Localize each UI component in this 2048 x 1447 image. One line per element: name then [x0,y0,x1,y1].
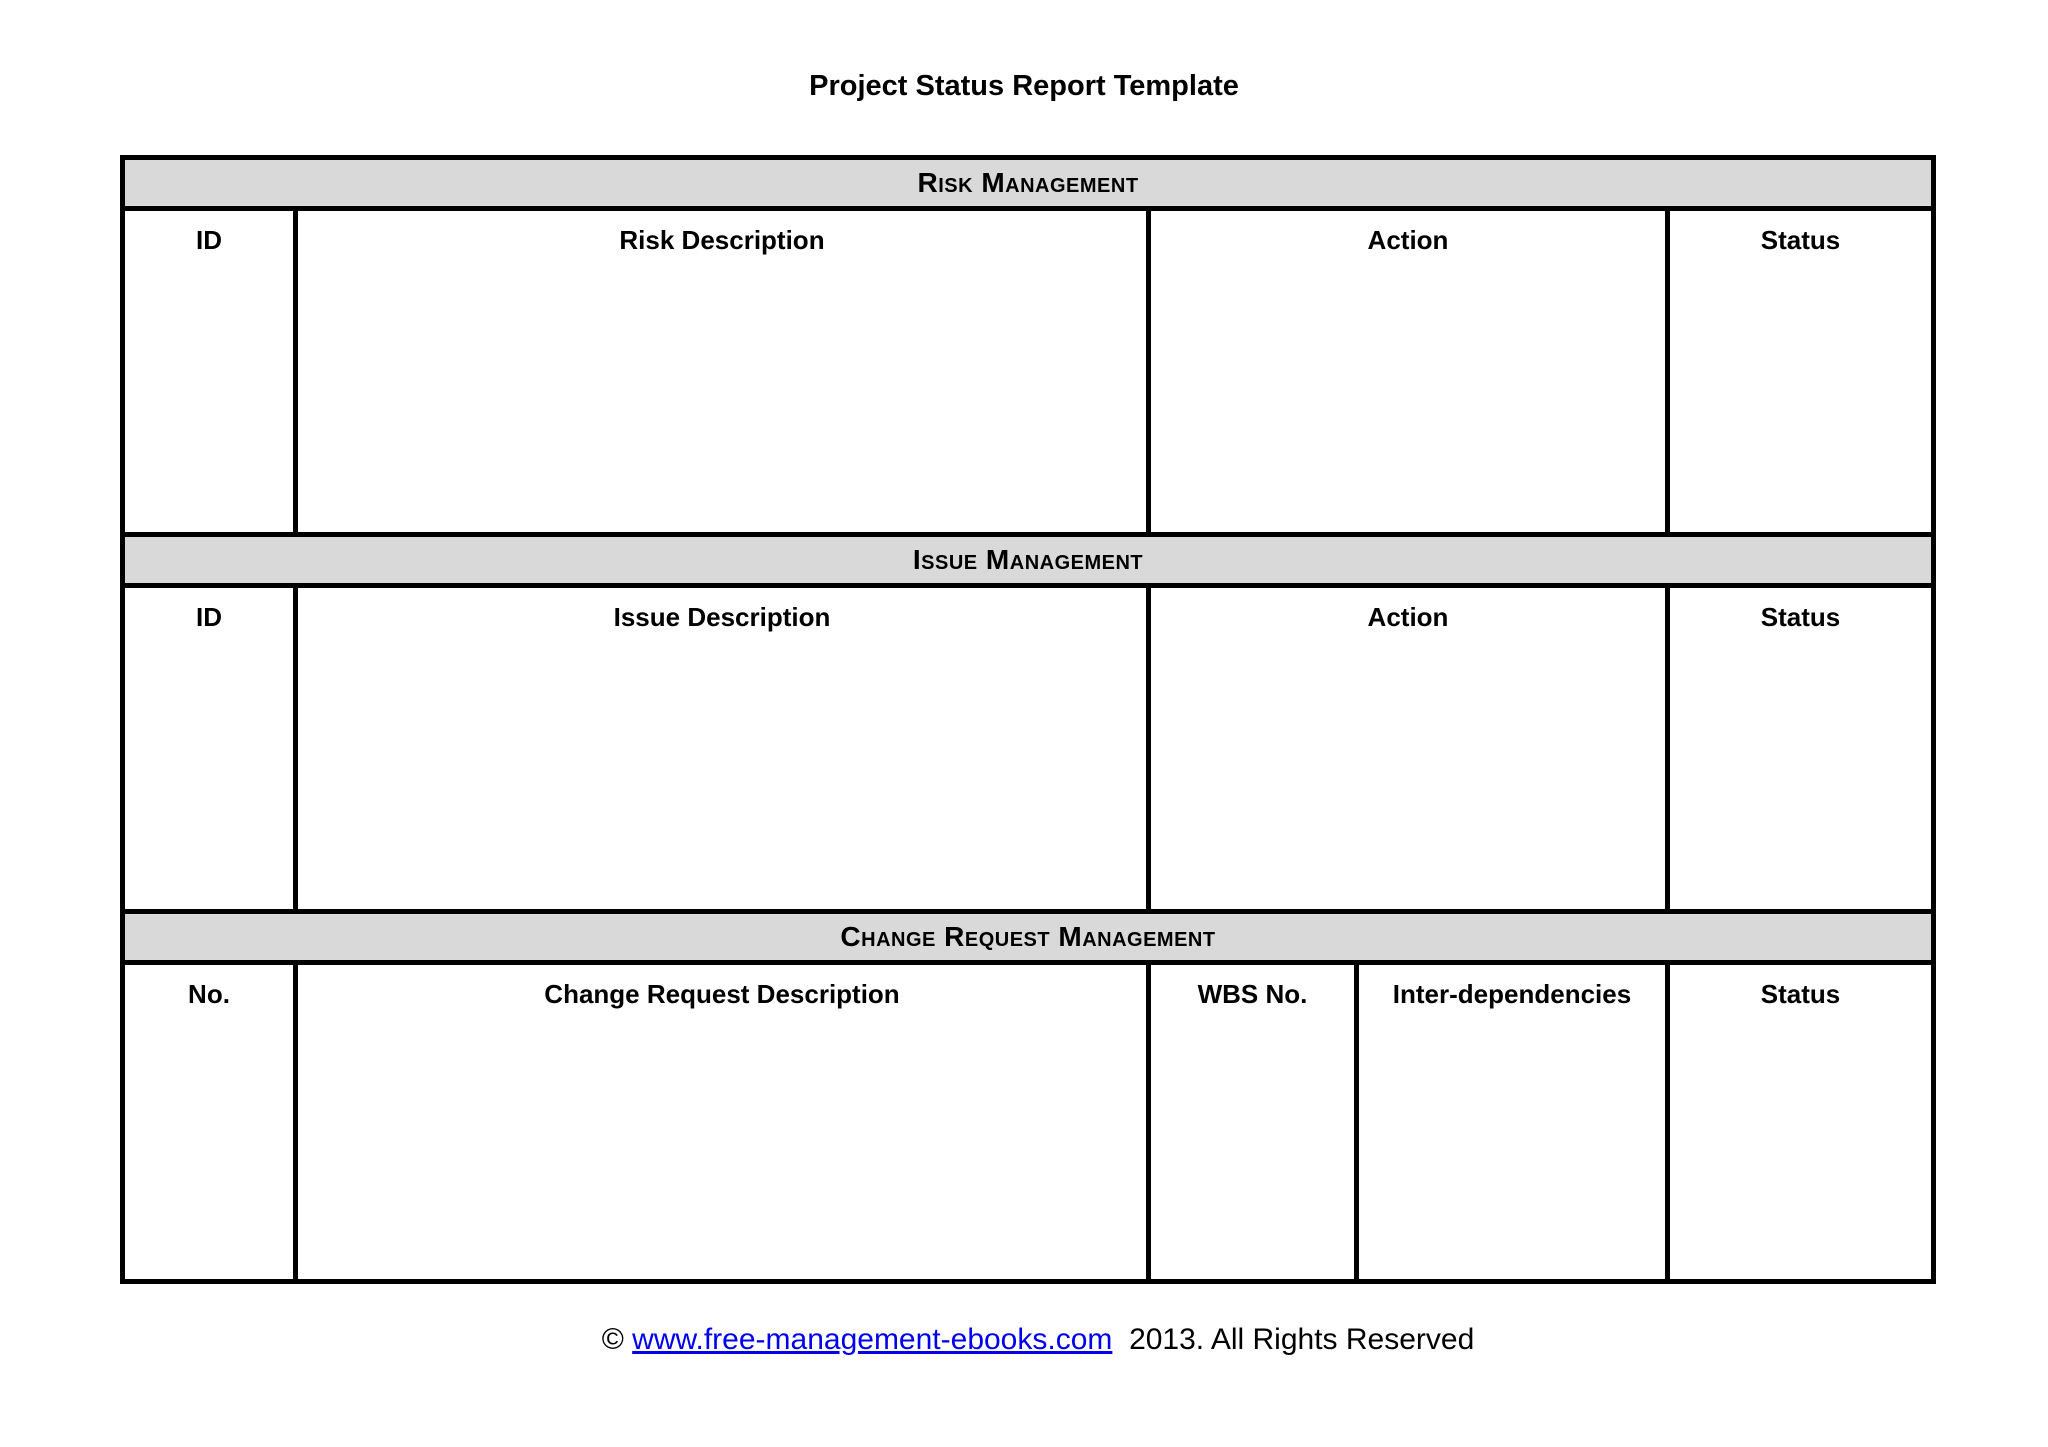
issue-action-header: Action [1149,586,1668,912]
status-report-table [120,155,1936,1284]
risk-section-header-row [123,158,1934,209]
document-title: Project Status Report Template [809,70,1239,102]
risk-id-header: ID [123,209,296,535]
issue-description-header: Issue Description [296,586,1149,912]
issue-status-header: Status [1668,586,1934,912]
footer [0,1320,2048,1360]
risk-table-row [123,209,1934,535]
issue-section-header-row [123,535,1934,586]
issue-id-header: ID [123,586,296,912]
risk-section-title: Risk Management [123,158,1934,209]
change-wbs-header: WBS No. [1149,963,1357,1282]
change-section-header-row [123,912,1934,963]
change-no-header: No. [123,963,296,1282]
risk-description-header: Risk Description [296,209,1149,535]
change-status-header: Status [1668,963,1934,1282]
change-table-row [123,963,1934,1282]
change-section-title: Change Request Management [123,912,1934,963]
change-interdependencies-header: Inter-dependencies [1357,963,1668,1282]
copyright-symbol: © [601,1323,624,1356]
rights-text: 2013. All Rights Reserved [1129,1323,1475,1356]
change-description-header: Change Request Description [296,963,1149,1282]
risk-status-header: Status [1668,209,1934,535]
website-link[interactable]: www.free-management-ebooks.com [632,1323,1113,1356]
issue-section-title: Issue Management [123,535,1934,586]
risk-action-header: Action [1149,209,1668,535]
issue-table-row [123,586,1934,912]
